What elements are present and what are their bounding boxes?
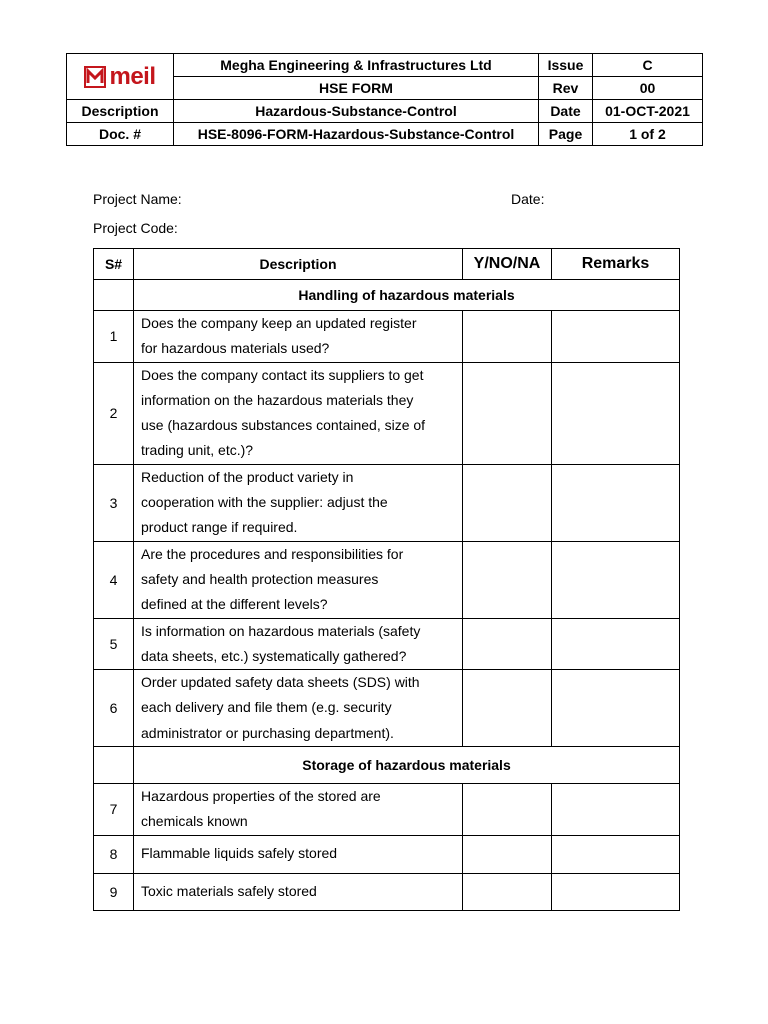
item-number: 9	[94, 873, 134, 910]
answer-cell[interactable]	[463, 873, 552, 910]
company-name: Megha Engineering & Infrastructures Ltd	[174, 54, 539, 77]
item-number: 2	[94, 362, 134, 464]
item-number: 6	[94, 670, 134, 747]
doc-label: Doc. #	[67, 123, 174, 146]
description-line: Does the company keep an updated register	[141, 315, 417, 331]
checklist-row	[94, 464, 680, 541]
checklist-row	[94, 311, 680, 363]
item-number: 3	[94, 464, 134, 541]
description-line: cooperation with the supplier: adjust the	[141, 494, 388, 511]
form-type: HSE FORM	[174, 77, 539, 100]
answer-cell[interactable]	[463, 362, 552, 464]
description-line: Is information on hazardous materials (safety	[141, 622, 421, 639]
issue-label: Issue	[539, 54, 593, 77]
section-sn-cell	[94, 747, 134, 784]
rev-label: Rev	[539, 77, 593, 100]
description-line: use (hazardous substances contained, size of	[141, 417, 426, 434]
description-line: defined at the different levels?	[141, 596, 328, 613]
col-remarks: Remarks	[552, 249, 680, 280]
doc-value: HSE-8096-FORM-Hazardous-Substance-Control	[174, 123, 539, 146]
description-line: Does the company contact its suppliers to get	[141, 366, 424, 383]
item-description	[134, 311, 463, 363]
remarks-cell[interactable]	[552, 464, 680, 541]
item-description	[134, 618, 463, 670]
remarks-cell[interactable]	[552, 873, 680, 910]
company-logo	[67, 54, 174, 100]
description-line: Order updated safety data sheets (SDS) with	[141, 674, 420, 691]
item-number: 5	[94, 618, 134, 670]
project-date-label: Date:	[511, 191, 545, 207]
section-title: Storage of hazardous materials	[134, 747, 680, 784]
item-description	[134, 873, 463, 910]
answer-cell[interactable]	[463, 784, 552, 836]
meil-logo-icon	[84, 66, 106, 88]
issue-value: C	[593, 54, 703, 77]
answer-cell[interactable]	[463, 670, 552, 747]
answer-cell[interactable]	[463, 618, 552, 670]
description-line: Are the procedures and responsibilities for	[141, 545, 404, 562]
item-description	[134, 784, 463, 836]
checklist-row	[94, 541, 680, 618]
answer-cell[interactable]	[463, 835, 552, 873]
document-header-table	[66, 53, 703, 146]
item-number: 7	[94, 784, 134, 836]
item-number: 1	[94, 311, 134, 363]
section-title: Handling of hazardous materials	[134, 280, 680, 311]
item-description	[134, 670, 463, 747]
remarks-cell[interactable]	[552, 362, 680, 464]
item-number: 4	[94, 541, 134, 618]
checklist-row	[94, 670, 680, 747]
item-description	[134, 362, 463, 464]
description-line: product range if required.	[141, 519, 298, 536]
remarks-cell[interactable]	[552, 311, 680, 363]
remarks-cell[interactable]	[552, 670, 680, 747]
item-number: 8	[94, 835, 134, 873]
item-description	[134, 464, 463, 541]
date-value: 01-OCT-2021	[593, 100, 703, 123]
checklist-row	[94, 362, 680, 464]
description-line: safety and health protection measures	[141, 570, 379, 587]
description-line: Toxic materials safely stored	[141, 882, 317, 899]
description-line: each delivery and file them (e.g. security	[141, 699, 392, 716]
remarks-cell[interactable]	[552, 541, 680, 618]
checklist-row	[94, 835, 680, 873]
description-line: chemicals known	[141, 813, 248, 830]
checklist-row	[94, 784, 680, 836]
answer-cell[interactable]	[463, 311, 552, 363]
remarks-cell[interactable]	[552, 784, 680, 836]
description-line: data sheets, etc.) systematically gathered?	[141, 647, 407, 664]
answer-cell[interactable]	[463, 464, 552, 541]
checklist-row	[94, 873, 680, 910]
page-value: 1 of 2	[593, 123, 703, 146]
answer-cell[interactable]	[463, 541, 552, 618]
project-name-label: Project Name:	[93, 191, 182, 207]
description-line: Hazardous properties of the stored are	[141, 788, 381, 805]
item-description	[134, 541, 463, 618]
description-label: Description	[67, 100, 174, 123]
description-line: administrator or purchasing department).	[141, 724, 394, 741]
description-line: for hazardous materials used?	[141, 340, 330, 357]
rev-value: 00	[593, 77, 703, 100]
description-line: Reduction of the product variety in	[141, 468, 354, 485]
checklist-table	[93, 248, 680, 911]
description-value: Hazardous-Substance-Control	[174, 100, 539, 123]
col-description: Description	[134, 249, 463, 280]
section-sn-cell	[94, 280, 134, 311]
checklist-header-row	[94, 249, 680, 280]
checklist-row	[94, 618, 680, 670]
section-row	[94, 280, 680, 311]
logo-text: meil	[109, 62, 156, 90]
description-line: Flammable liquids safely stored	[141, 845, 338, 862]
section-row	[94, 747, 680, 784]
description-line: information on the hazardous materials they	[141, 391, 414, 408]
description-line: trading unit, etc.)?	[141, 442, 254, 459]
page-label: Page	[539, 123, 593, 146]
col-sn: S#	[94, 249, 134, 280]
item-description	[134, 835, 463, 873]
col-ynona: Y/NO/NA	[463, 249, 552, 280]
project-code-label: Project Code:	[93, 220, 178, 236]
remarks-cell[interactable]	[552, 835, 680, 873]
date-label: Date	[539, 100, 593, 123]
remarks-cell[interactable]	[552, 618, 680, 670]
